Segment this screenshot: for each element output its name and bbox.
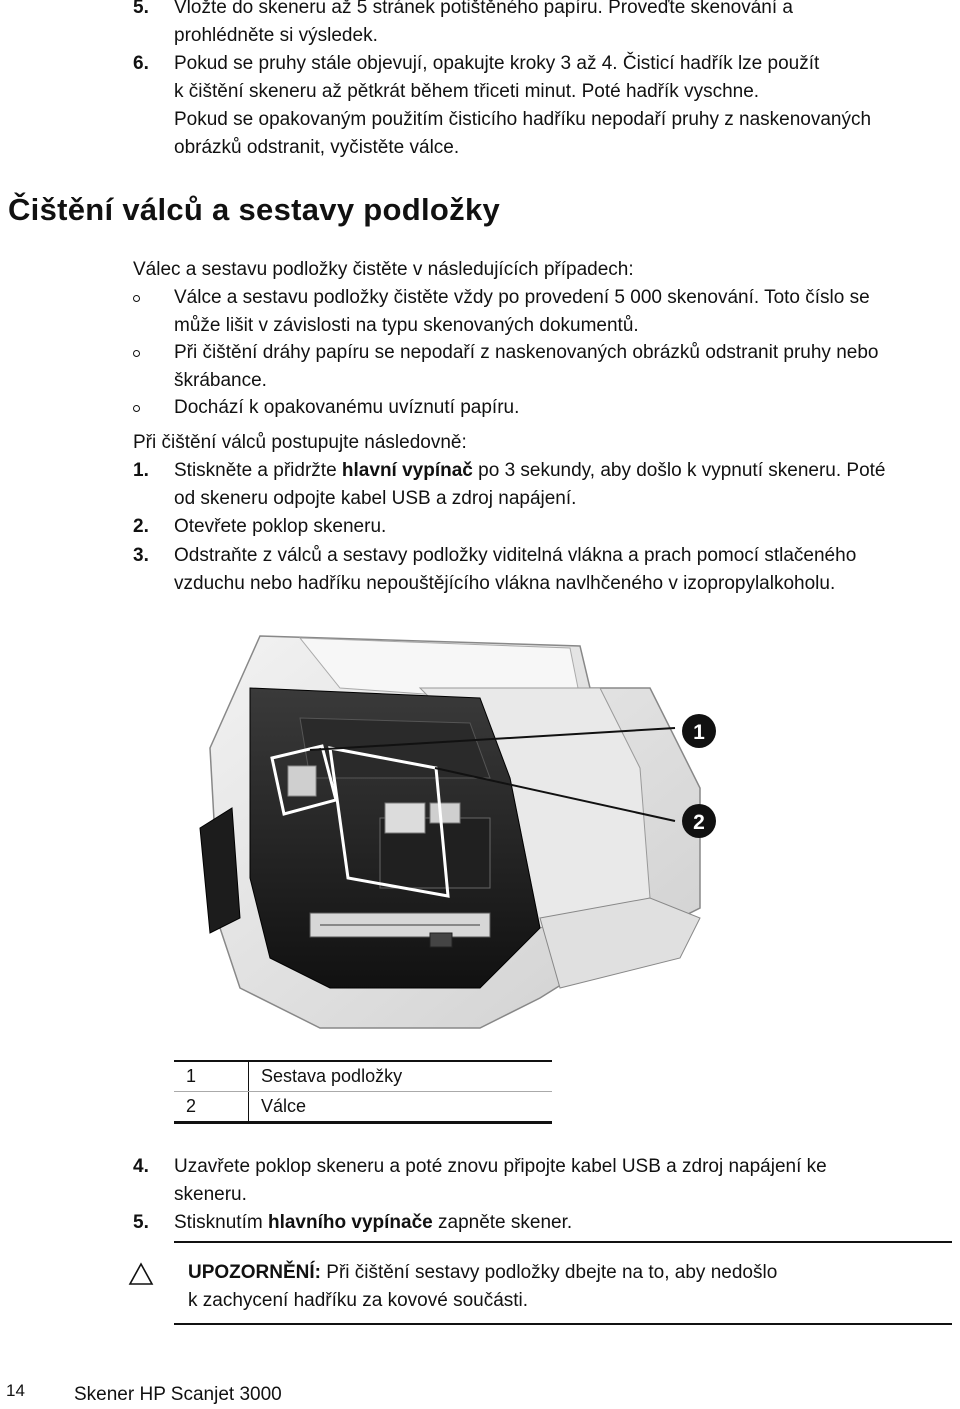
step-text xyxy=(174,457,886,485)
step-text: skeneru. xyxy=(174,1184,247,1205)
bullet-text: Při čištění dráhy papíru se nepodaří z naskenovaných obrázků odstranit pruhy nebo xyxy=(174,342,879,363)
legend-label: Sestava podložky xyxy=(249,1061,553,1092)
scanner-illustration xyxy=(180,628,740,1048)
caution-box xyxy=(174,1241,952,1325)
step-text: prohlédněte si výsledek. xyxy=(174,25,378,46)
procedure-intro: Při čištění válců postupujte následovně: xyxy=(133,432,467,453)
bullet-text: škrábance. xyxy=(174,370,267,391)
step-text: Otevřete poklop skeneru. xyxy=(174,516,387,537)
legend-number: 2 xyxy=(174,1092,249,1123)
legend-label: Válce xyxy=(249,1092,553,1123)
legend-row xyxy=(174,1092,552,1123)
caution-label: UPOZORNĚNÍ: xyxy=(188,1262,321,1283)
legend-row xyxy=(174,1061,552,1092)
step-number: 5. xyxy=(133,0,149,18)
figure-legend xyxy=(174,1060,552,1124)
bullet-icon xyxy=(133,295,140,302)
step-text: vzduchu nebo hadříku nepouštějícího vlákna navlhčeného v izopropylalkoholu. xyxy=(174,573,836,594)
step-text: Uzavřete poklop skeneru a poté znovu připojte kabel USB a zdroj napájení ke xyxy=(174,1156,827,1177)
caution-text xyxy=(188,1259,777,1287)
page-number: 14 xyxy=(6,1381,25,1400)
step-text-part: po 3 sekundy, aby došlo k vypnutí skeneru. Poté xyxy=(472,460,886,481)
step-number: 3. xyxy=(133,545,149,566)
step-text: Pokud se opakovaným použitím čisticího hadříku nepodaří pruhy z naskenovaných xyxy=(174,109,872,130)
step-text-part: zapněte skener. xyxy=(432,1212,573,1233)
step-text: Pokud se pruhy stále objevují, opakujte kroky 3 až 4. Čisticí hadřík lze použít xyxy=(174,53,820,74)
warning-triangle-icon xyxy=(128,1262,154,1286)
step-number: 1. xyxy=(133,460,149,481)
step-number: 5. xyxy=(133,1212,149,1233)
svg-text:1: 1 xyxy=(693,721,705,744)
bullet-text: Válce a sestavu podložky čistěte vždy po provedení 5 000 skenování. Toto číslo se xyxy=(174,287,870,308)
step-number: 6. xyxy=(133,53,149,74)
callout-1-icon xyxy=(682,714,716,748)
caution-text-part: Při čištění sestavy podložky dbejte na to, aby nedošlo xyxy=(321,1262,778,1283)
section-heading: Čištění válců a sestavy podložky xyxy=(8,192,501,227)
power-button-label: hlavní vypínač xyxy=(341,460,473,481)
bullet-icon xyxy=(133,350,140,357)
step-text: od skeneru odpojte kabel USB a zdroj napájení. xyxy=(174,488,577,509)
bullet-text: může lišit v závislosti na typu skenovaných dokumentů. xyxy=(174,315,639,336)
step-number: 2. xyxy=(133,516,149,537)
bullet-text: Dochází k opakovanému uvíznutí papíru. xyxy=(174,397,520,418)
step-text-part: Stisknutím xyxy=(174,1212,268,1233)
step-text: Vložte do skeneru až 5 stránek potištěného papíru. Proveďte skenování a xyxy=(174,0,794,18)
section-intro: Válec a sestavu podložky čistěte v následujících případech: xyxy=(133,259,634,280)
step-text: obrázků odstranit, vyčistěte válce. xyxy=(174,137,460,158)
footer-title: Skener HP Scanjet 3000 xyxy=(74,1384,282,1405)
step-text xyxy=(174,1209,572,1237)
callout-2-icon xyxy=(682,804,716,838)
legend-number: 1 xyxy=(174,1061,249,1092)
step-text: Odstraňte z válců a sestavy podložky viditelná vlákna a prach pomocí stlačeného xyxy=(174,545,857,566)
bullet-icon xyxy=(133,405,140,412)
caution-text: k zachycení hadříku za kovové součásti. xyxy=(188,1290,529,1311)
step-text: k čištění skeneru až pětkrát během třiceti minut. Poté hadřík vyschne. xyxy=(174,81,760,102)
step-text-part: Stiskněte a přidržte xyxy=(174,460,342,481)
svg-text:2: 2 xyxy=(693,811,705,834)
power-button-label: hlavního vypínače xyxy=(267,1212,433,1233)
step-number: 4. xyxy=(133,1156,149,1177)
